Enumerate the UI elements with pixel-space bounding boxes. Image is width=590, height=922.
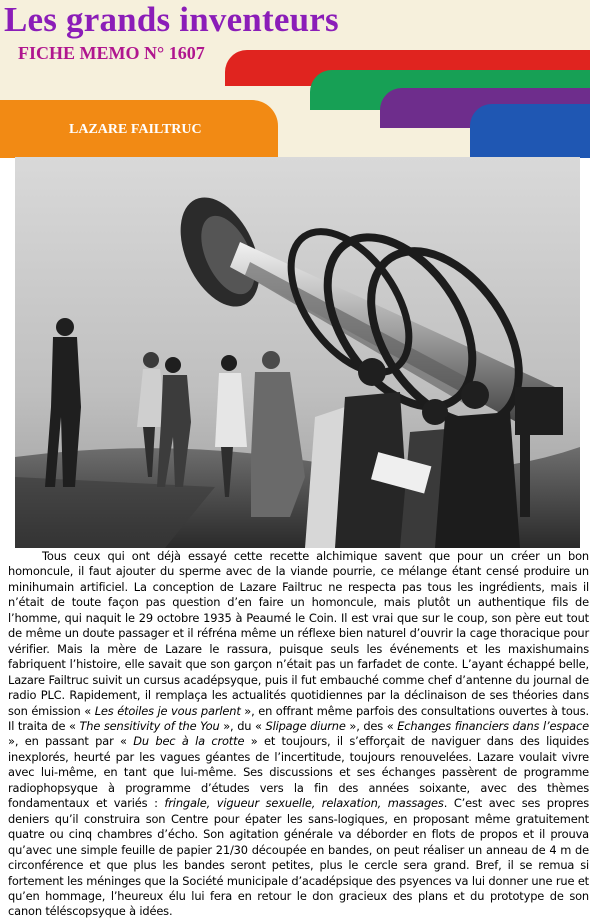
article-text: », en passant par « xyxy=(8,734,134,749)
article-text: . C’est avec ses propres deniers qu’il construira son Centre pour épater les sans-logiques, en proposant même gratuitement quatre ou cinq chambres d’écho. Son agitation générale va déborder en flots de propos et il prouva qu’avec une simple feuille de papier 21/30 découpée en bandes, on peut réaliser un anneau de 4 m de circonférence et que plus les bandes seront petites, plus le cercle sera grand. Bref, il se remua si fortement les méninges que la Société municipale d’acadépsique des psyences va lui donner une rue et qu’en hommage, l’heureux élu lui fera en retour le don gracieux des plans et du prototype de son canon téléscopsyque à idées. xyxy=(8,796,589,919)
article-text: Tous ceux qui ont déjà essayé cette recette alchimique savent que pour un créer un bon homoncule, il faut ajouter du sperme avec de la viande pourrie, ce mélange étant censé produire un minihumain artificiel. La conception de Lazare Failtruc ne respecta pas tous les ingrédients, mais il n’était de toute façon pas question d’en faire un homoncule, mais plutôt un authentique fils de l’homme, qui naquit le 29 octobre 1935 à Peaumé le Coin. Il est vrai que sur le coup, son père eut tout de même un doute passager et il réfréna même un réflexe bien naturel d’ouvrir la cage thoracique pour vérifier. Mais la mère de Lazare le rassura, puisque seuls les événements et les maxishumains fabriquent l’histoire, elle savait que son garçon n’était pas un farfadet de conte. L’ayant échappé belle, Lazare Failtruc suivit un cursus acadépsyque, puis il fut embauché comme chef d’antenne du journal de radio PLC. Rapidement, il remplaça les actualités quotidiennes par la déclinaison de ses théories dans son émission « xyxy=(8,549,589,718)
header-banner xyxy=(0,0,590,158)
article-text: », en offrant même parfois des consultations ouvertes à tous. Il traita de « xyxy=(8,703,589,733)
article-italic: Les étoiles je vous parlent xyxy=(94,703,241,718)
article-text: », du « xyxy=(219,718,266,733)
article-text: », des « xyxy=(345,718,398,733)
article-italic: fringale, vigueur sexuelle, relaxation, massages xyxy=(164,796,444,811)
page-title: Les grands inventeurs xyxy=(4,0,339,39)
article-italic: The sensitivity of the You xyxy=(79,718,220,733)
blue-stripe xyxy=(470,104,590,158)
article-italic: Slipage diurne xyxy=(265,718,346,733)
article-text: » et toujours, il s’efforçait de naviguer dans des liquides inexplorés, heurté par les vagues géantes de l’incertitude, toujours renouvelées. Lazare voulait vivre avec lui-même, en tant que lui-même. Ses discussions et ses échanges passèrent de programme radiophopsyque à programme d’études vers la fin des années soixante, avec des thèmes fondamentaux et variés : xyxy=(8,734,589,811)
fiche-number: FICHE MEMO N° 1607 xyxy=(18,43,205,63)
inventor-name: LAZARE FAILTRUC xyxy=(69,122,202,137)
article-italic: Echanges financiers dans l’espace xyxy=(397,718,589,733)
article-italic: Du bec à la crotte xyxy=(133,734,245,749)
article-body xyxy=(8,549,589,920)
inventor-photo xyxy=(15,157,580,548)
photo-illustration xyxy=(15,157,580,548)
